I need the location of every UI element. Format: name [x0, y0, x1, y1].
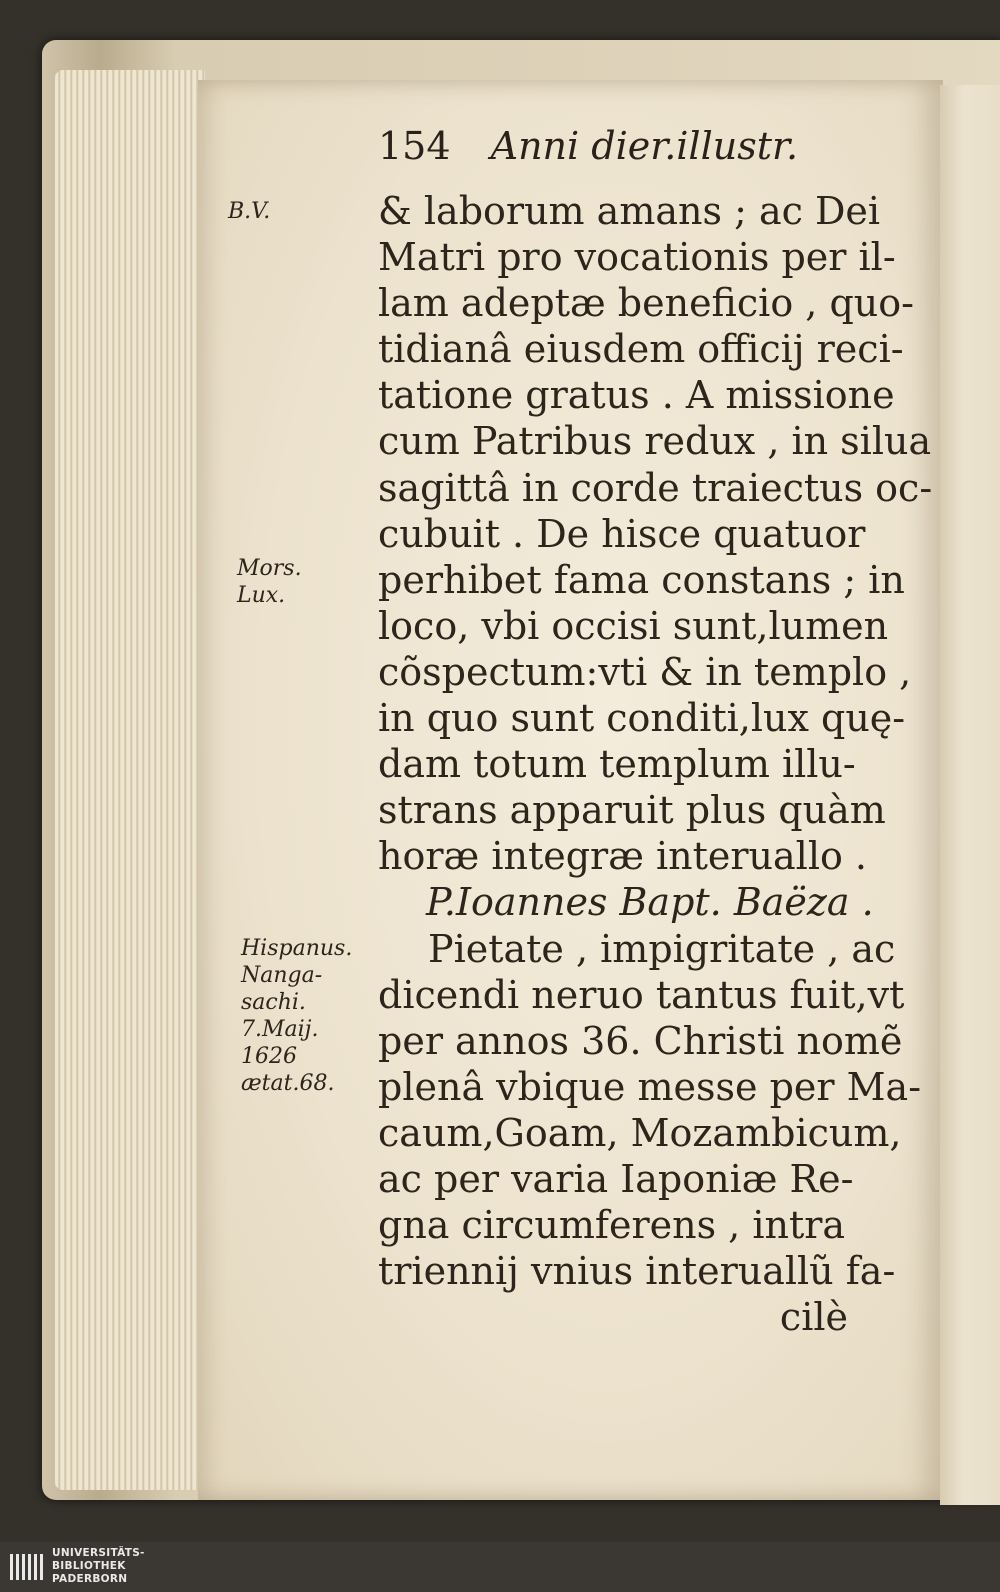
- text-line: cubuit . De hisce quatuor: [378, 511, 866, 556]
- page-header: [378, 124, 798, 168]
- text-line: lam adeptæ beneficio , quo-: [378, 281, 914, 326]
- text-line: dicendi neruo tantus fuit,vt: [378, 972, 905, 1017]
- margin-note-mors-lux: [237, 555, 302, 609]
- margin-note-line: sachi.: [241, 990, 306, 1015]
- text-line: tidianâ eiusdem officij reci-: [378, 327, 904, 372]
- page-edges: [55, 70, 205, 1490]
- margin-note-baeza: [241, 935, 352, 1097]
- margin-note-line: Hispanus.: [241, 936, 353, 961]
- text-line: sagittâ in corde traiectus oc-: [378, 465, 933, 510]
- text-line: Pietate , impigritate , ac: [428, 926, 896, 971]
- margin-note-line: 7.Maij.: [241, 1017, 319, 1042]
- text-line: dam totum templum illu-: [378, 742, 856, 787]
- text-line: in quo sunt conditi,lux quę-: [378, 696, 906, 741]
- library-name-line: PADERBORN: [52, 1573, 128, 1585]
- text-line: cum Patribus redux , in silua: [378, 419, 932, 464]
- text-line: tatione gratus . A missione: [378, 373, 895, 418]
- section-heading: P.Ioannes Bapt. Baëza .: [426, 880, 874, 925]
- main-text-block: [378, 188, 933, 1340]
- catchword: cilè: [779, 1295, 848, 1340]
- library-name-line: UNIVERSITÄTS-: [52, 1547, 145, 1559]
- margin-note-line: Nanga-: [241, 963, 323, 988]
- page-number: 154: [378, 124, 451, 168]
- text-line: horæ integræ interuallo .: [378, 834, 868, 879]
- text-line: plenâ vbique messe per Ma-: [378, 1064, 922, 1109]
- margin-note-line: Mors.: [237, 556, 302, 581]
- facing-page-edge: [940, 85, 1000, 1505]
- margin-note-line: B.V.: [228, 199, 271, 224]
- margin-note-line: ætat.68.: [241, 1071, 335, 1096]
- text-line: cõspectum:vti & in templo ,: [378, 649, 912, 694]
- text-line: Matri pro vocationis per il-: [378, 235, 896, 280]
- margin-note-line: 1626: [241, 1044, 297, 1069]
- margin-note-bv: [228, 198, 270, 225]
- text-line: per annos 36. Christi nomẽ: [378, 1018, 903, 1063]
- text-line: gna circumferens , intra: [378, 1203, 846, 1248]
- text-line: & laborum amans ; ac Dei: [378, 189, 881, 233]
- text-line: triennij vnius interuallũ fa-: [378, 1249, 896, 1294]
- text-line: caum,Goam, Mozambicum,: [378, 1110, 902, 1155]
- text-line: perhibet fama constans ; in: [378, 557, 905, 602]
- text-line: ac per varia Iaponiæ Re-: [378, 1156, 854, 1201]
- text-line: loco, vbi occisi sunt,lumen: [378, 603, 889, 648]
- text-line: strans apparuit plus quàm: [378, 788, 886, 833]
- library-name: [52, 1547, 145, 1586]
- margin-note-line: Lux.: [237, 583, 286, 608]
- library-footer: [0, 1542, 1000, 1592]
- library-logo-icon: [8, 1550, 44, 1586]
- library-name-line: BIBLIOTHEK: [52, 1560, 126, 1572]
- running-head: Anni dier.illustr.: [490, 124, 799, 168]
